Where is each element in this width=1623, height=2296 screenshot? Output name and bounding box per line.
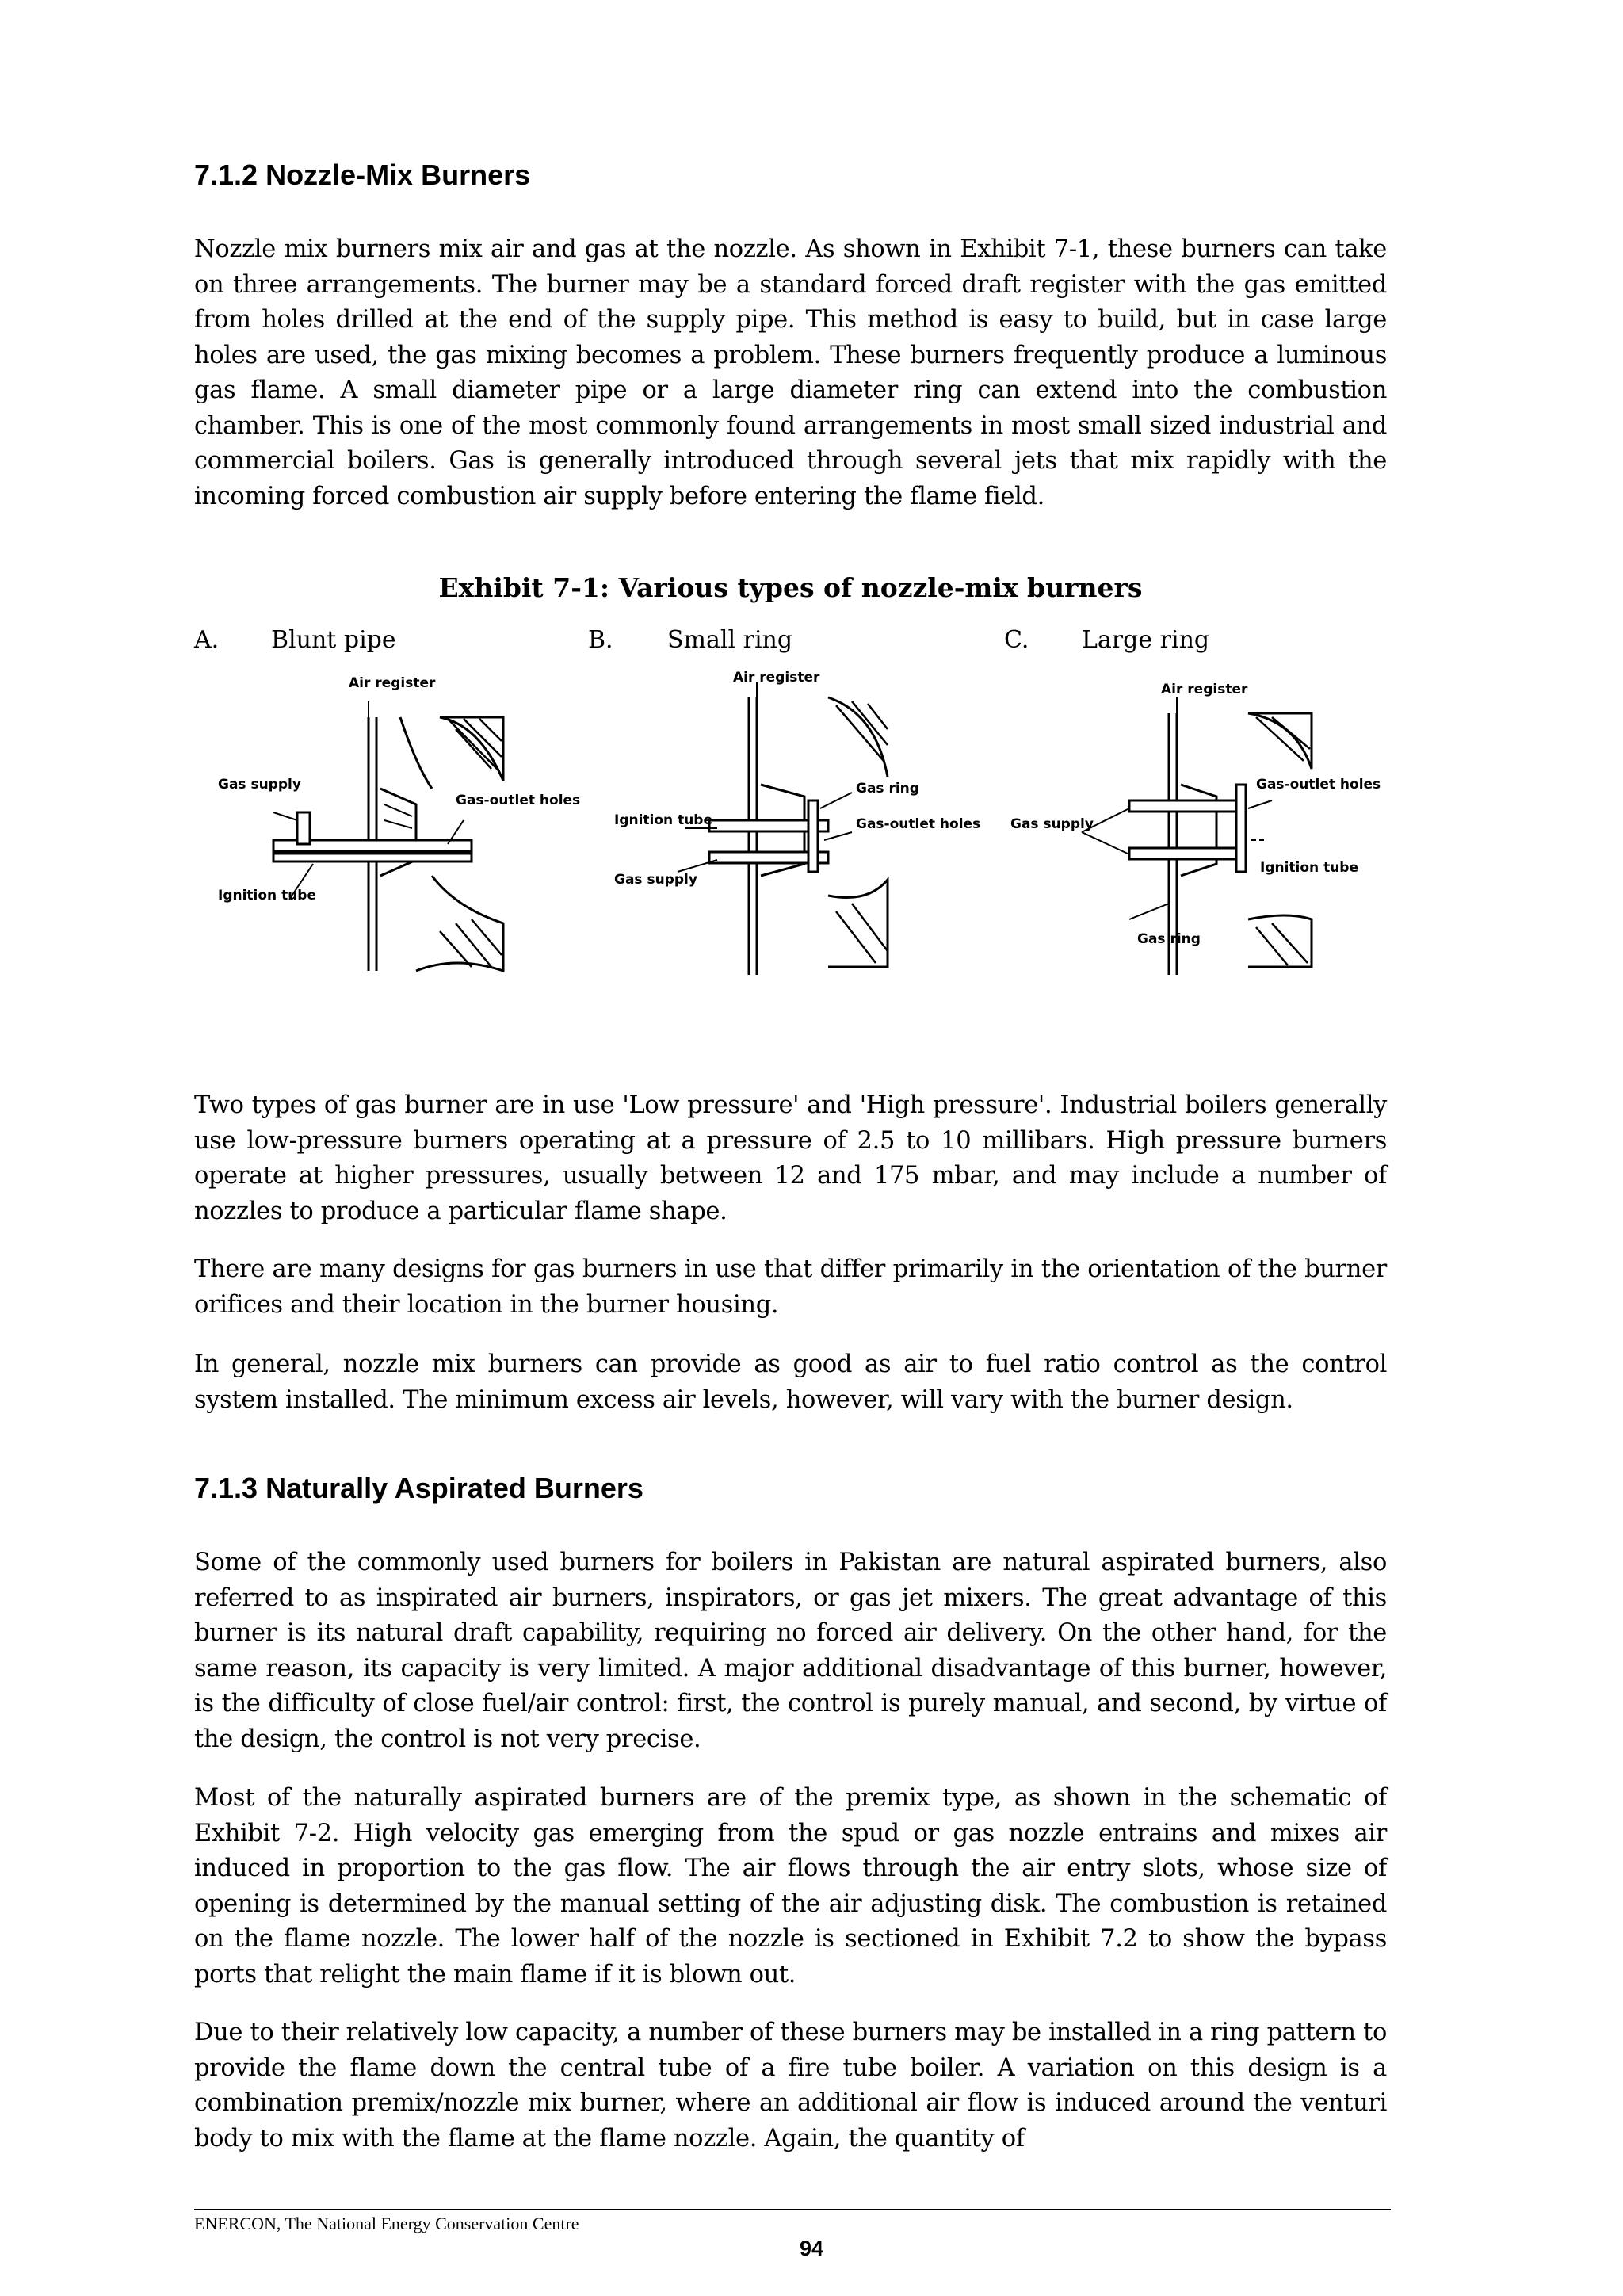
fig-a-ignition-label: Ignition tube — [218, 888, 317, 904]
page-number: 94 — [799, 2237, 824, 2260]
fig-b-air-label: Air register — [733, 670, 820, 686]
paragraph-ring-pattern: Due to their relatively low capacity, a number of these burners may be installed in a ring pattern to provide the flame down the central tube of a fire tube boiler. A variation on this design is a combination premix/nozzle mix burner, where an additional air flow is induced around the venturi body to mix with the flame at the flame nozzle. Again, the quantity of — [194, 2019, 1387, 2153]
sub-c-label: Large ring — [1082, 626, 1210, 654]
footer-org: ENERCON, The National Energy Conservation Centre — [194, 2214, 579, 2233]
sub-a-letter: A. — [194, 626, 220, 654]
sub-c-letter: C. — [1004, 626, 1029, 654]
figure-large-ring — [1010, 682, 1381, 983]
fig-a-gas-outlet-label: Gas-outlet holes — [456, 793, 581, 808]
section-heading-7-1-3: 7.1.3 Naturally Aspirated Burners — [194, 1472, 643, 1504]
fig-c-gas-ring-label: Gas ring — [1137, 931, 1201, 947]
large-ring-diagram — [1010, 682, 1381, 983]
blunt-pipe-diagram — [218, 670, 581, 979]
fig-b-gas-outlet-label: Gas-outlet holes — [856, 816, 981, 832]
fig-c-ignition-label: Ignition tube — [1260, 860, 1359, 876]
figure-small-ring — [614, 666, 981, 983]
paragraph-nozzle-mix-intro: Nozzle mix burners mix air and gas at the nozzle. As shown in Exhibit 7-1, these burners can take on three arrangements. The burner may be a standard forced draft register with the gas emitted from holes drilled at the end of the supply pipe. This method is easy to build, but in case large holes are used, the gas mixing becomes a problem. These burners frequently produce a luminous gas flame. A small diameter pipe or a large diameter ring can extend into the combustion chamber. This is one of the most commonly found arrangements in most small sized industrial and commercial boilers. Gas is generally introduced through several jets that mix rapidly with the incoming forced combustion air supply before entering the flame field. — [194, 235, 1387, 510]
paragraph-burner-designs: There are many designs for gas burners in use that differ primarily in the orientation of the burner orifices and their location in the burner housing. — [194, 1255, 1387, 1319]
figure-blunt-pipe — [218, 670, 581, 979]
section-heading-7-1-2: 7.1.2 Nozzle-Mix Burners — [194, 159, 531, 191]
exhibit-title: Exhibit 7-1: Various types of nozzle-mix burners — [438, 572, 1143, 603]
fig-b-gas-ring-label: Gas ring — [856, 781, 919, 797]
sub-b-letter: B. — [588, 626, 613, 654]
sub-a-label: Blunt pipe — [271, 626, 396, 654]
fig-c-gas-supply-label: Gas supply — [1010, 816, 1094, 832]
small-ring-diagram — [614, 666, 981, 983]
sub-b-label: Small ring — [667, 626, 793, 654]
paragraph-naturally-aspirated-intro: Some of the commonly used burners for boilers in Pakistan are natural aspirated burners, also referred to as inspirated air burners, inspirators, or gas jet mixers. The great advantage of this burner is its natural draft capability, requiring no forced air delivery. On the other hand, for the same reason, its capacity is very limited. A major additional disadvantage of this burner, however, is the difficulty of close fuel/air control: first, the control is purely manual, and second, by virtue of the design, the control is not very precise. — [194, 1549, 1387, 1753]
paragraph-air-fuel-control: In general, nozzle mix burners can provide as good as air to fuel ratio control as the control system installed. The minimum excess air levels, however, will vary with the burner design. — [194, 1350, 1387, 1414]
fig-c-gas-outlet-label: Gas-outlet holes — [1256, 777, 1381, 793]
paragraph-premix-type: Most of the naturally aspirated burners are of the premix type, as shown in the schematic of Exhibit 7-2. High velocity gas emerging from the spud or gas nozzle entrains and mixes air induced in proportion to the gas flow. The air flows through the air entry slots, whose size of opening is determined by the manual setting of the air adjusting disk. The combustion is retained on the flame nozzle. The lower half of the nozzle is sectioned in Exhibit 7.2 to show the bypass ports that relight the main flame if it is blown out. — [194, 1784, 1387, 1988]
fig-a-gas-supply-label: Gas supply — [218, 777, 301, 793]
fig-b-ignition-label: Ignition tube — [614, 812, 713, 828]
paragraph-gas-burner-types: Two types of gas burner are in use 'Low pressure' and 'High pressure'. Industrial boilers generally use low-pressure burners operating at a pressure of 2.5 to 10 millibars. High pressure burners operate at higher pressures, usually between 12 and 175 mbar, and may include a number of nozzles to produce a particular flame shape. — [194, 1091, 1387, 1225]
fig-c-air-label: Air register — [1161, 682, 1248, 697]
footer-divider — [194, 2209, 1391, 2210]
fig-a-air-label: Air register — [349, 675, 436, 691]
fig-b-gas-supply-label: Gas supply — [614, 872, 697, 888]
